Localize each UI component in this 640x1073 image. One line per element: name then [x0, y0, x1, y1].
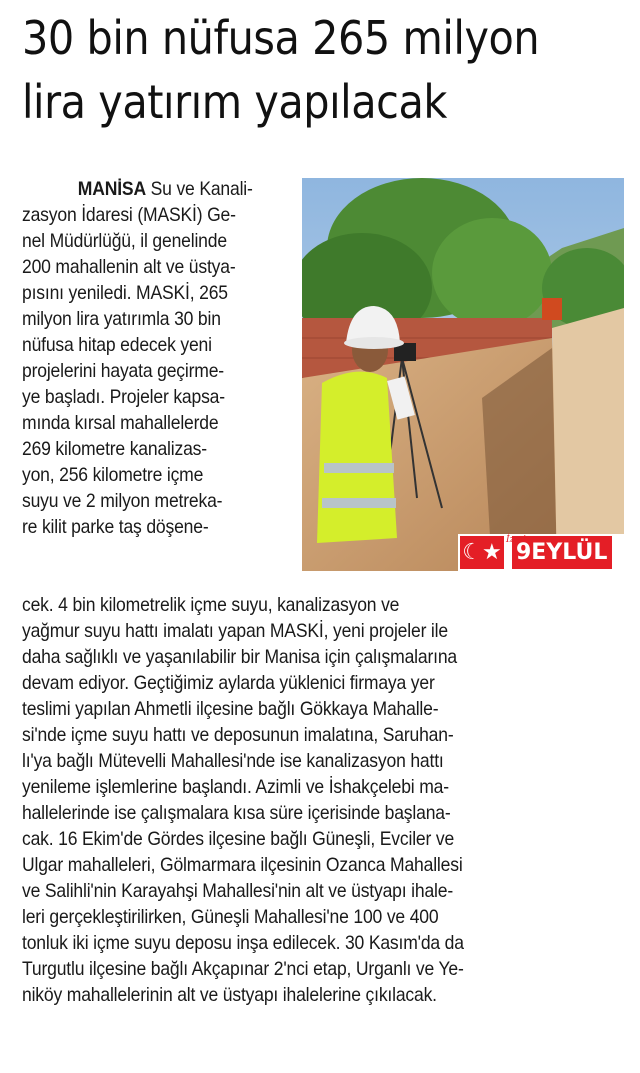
construction-worker-photo-icon — [302, 178, 624, 571]
flag-icon: ☾★ — [460, 536, 504, 569]
article-line: 200 mahallenin alt ve üstya- — [22, 256, 236, 278]
article-line: lı'ya bağlı Mütevelli Mahallesi'nde ise kanalizasyon hattı — [22, 750, 444, 772]
article-line: 269 kilometre kanalizas- — [22, 438, 207, 460]
article-line: nüfusa hitap edecek yeni — [22, 334, 212, 356]
article-body-wide — [22, 592, 632, 1008]
article-line: pısını yeniledi. MASKİ, 265 — [22, 282, 228, 304]
article-line: daha sağlıklı ve yaşanılabilir bir Manisa için çalışmalarına — [22, 646, 457, 668]
article-line: suyu ve 2 milyon metreka- — [22, 490, 223, 512]
article-line: mında kırsal mahallelerde — [22, 412, 219, 434]
article-body-narrow — [22, 176, 302, 540]
article-line: ye başladı. Projeler kapsa- — [22, 386, 225, 408]
article-line: yenileme işlemlerine başlandı. Azimli ve İshakçelebi ma- — [22, 776, 449, 798]
article-line: leri gerçekleştirilirken, Güneşli Mahallesi'ne 100 ve 400 — [22, 906, 439, 928]
article-line: tonluk iki içme suyu deposu inşa edilecek. 30 Kasım'da da — [22, 932, 464, 954]
article-line: teslimi yapılan Ahmetli ilçesine bağlı Gökkaya Mahalle- — [22, 698, 439, 720]
article-line: ve Salihli'nin Karayahşi Mahallesi'nin alt ve üstyapı ihale- — [22, 880, 453, 902]
article-line: Turgutlu ilçesine bağlı Akçapınar 2'nci etap, Urganlı ve Ye- — [22, 958, 464, 980]
article-line: yon, 256 kilometre içme — [22, 464, 204, 486]
article-line: si'nde içme suyu hattı ve deposunun imalatına, Saruhan- — [22, 724, 454, 746]
logo-tagline: İzmir — [506, 535, 531, 545]
article-line: re kilit parke taş döşene- — [22, 516, 209, 538]
article-line: hallelerinde ise çalışmalara kısa süre içerisinde başlana- — [22, 802, 451, 824]
article-line: zasyon İdaresi (MASKİ) Ge- — [22, 204, 236, 226]
headline — [22, 6, 562, 134]
article-line: cek. 4 bin kilometrelik içme suyu, kanalizasyon ve — [22, 594, 400, 616]
article-line: devam ediyor. Geçtiğimiz aylarda yüklenici firmaya yer — [22, 672, 435, 694]
headline-line-2: lira yatırım yapılacak — [22, 75, 447, 129]
headline-line-1: 30 bin nüfusa 265 milyon — [22, 11, 540, 65]
article-line: nel Müdürlüğü, il genelinde — [22, 230, 227, 252]
article-line: yağmur suyu hattı imalatı yapan MASKİ, yeni projeler ile — [22, 620, 448, 642]
article-line: cak. 16 Ekim'de Gördes ilçesine bağlı Güneşli, Evciler ve — [22, 828, 455, 850]
dateline: MANİSA — [77, 178, 146, 200]
article-line: MANİSA Su ve Kanali- — [77, 178, 253, 200]
article-photo — [302, 178, 624, 571]
logo-wordmark: 9EYLÜL — [512, 536, 612, 569]
article-line: milyon lira yatırımla 30 bin — [22, 308, 221, 330]
article-line: niköy mahallelerinin alt ve üstyapı ihalelerine çıkılacak. — [22, 984, 437, 1006]
article-line: Ulgar mahalleleri, Gölmarmara ilçesinin Ozanca Mahallesi — [22, 854, 463, 876]
newspaper-logo — [458, 534, 624, 571]
article-line: projelerini hayata geçirme- — [22, 360, 224, 382]
